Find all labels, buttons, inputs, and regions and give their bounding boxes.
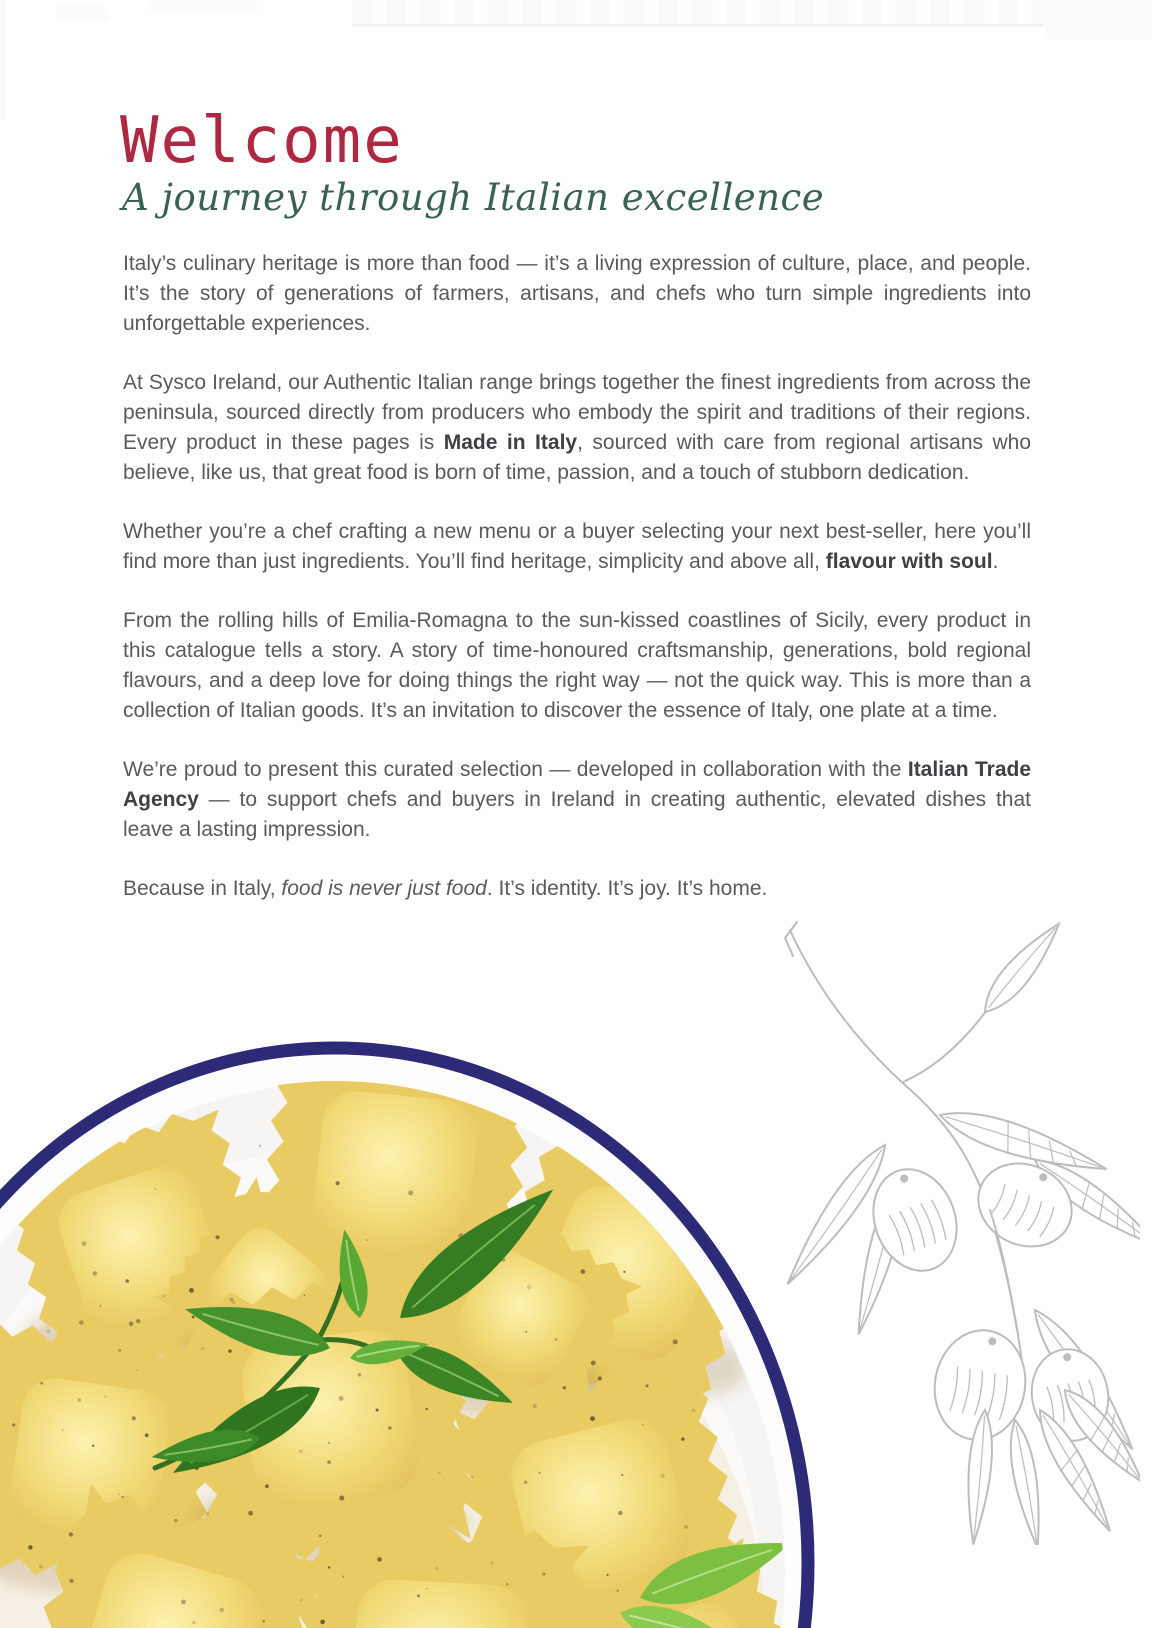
page-subtitle: A journey through Italian excellence xyxy=(122,176,825,219)
body-paragraph: Whether you’re a chef crafting a new menu or a buyer selecting your next best-seller, here you’ll find more than just ingredients. You’ll find heritage, simplicity and above all, flavour with soul. xyxy=(123,520,1031,573)
body-paragraph: From the rolling hills of Emilia-Romagna to the sun-kissed coastlines of Sicily, every product in this catalogue tells a story. A story of time-honoured craftsmanship, generations, bold regional flavours, and a deep love for doing things the right way — not the quick way. This is more than a collection of Italian goods. It’s an invitation to discover the essence of Italy, one plate at a time. xyxy=(123,609,1031,722)
top-faint-mark xyxy=(55,6,110,22)
body-paragraph: Italy’s culinary heritage is more than food — it’s a living expression of culture, place, and people. It’s the story of generations of farmers, artisans, and chefs who turn simple ingredients into unforgettable experiences. xyxy=(123,252,1031,335)
page-title: Welcome xyxy=(120,104,404,178)
intro-text-block xyxy=(123,249,1031,933)
body-paragraph: Because in Italy, food is never just food. It’s identity. It’s joy. It’s home. xyxy=(123,877,768,900)
top-faint-mark xyxy=(148,0,263,12)
body-paragraph: We’re proud to present this curated selection — developed in collaboration with the Italian Trade Agency — to support chefs and buyers in Ireland in creating authentic, elevated dishes that leave a lasting impression. xyxy=(123,758,1032,841)
top-right-texture-block xyxy=(1045,0,1152,40)
left-edge-faint-mark xyxy=(0,0,6,120)
ravioli-bowl-photo xyxy=(0,988,830,1628)
top-texture-strip xyxy=(352,0,1044,27)
body-paragraph: At Sysco Ireland, our Authentic Italian range brings together the finest ingredients from across the peninsula, sourced directly from producers who embody the spirit and traditions of their regions. Every product in these pages is Made in Italy, sourced with care from regional artisans who believe, like us, that great food is born of time, passion, and a touch of stubborn dedication. xyxy=(123,371,1032,484)
